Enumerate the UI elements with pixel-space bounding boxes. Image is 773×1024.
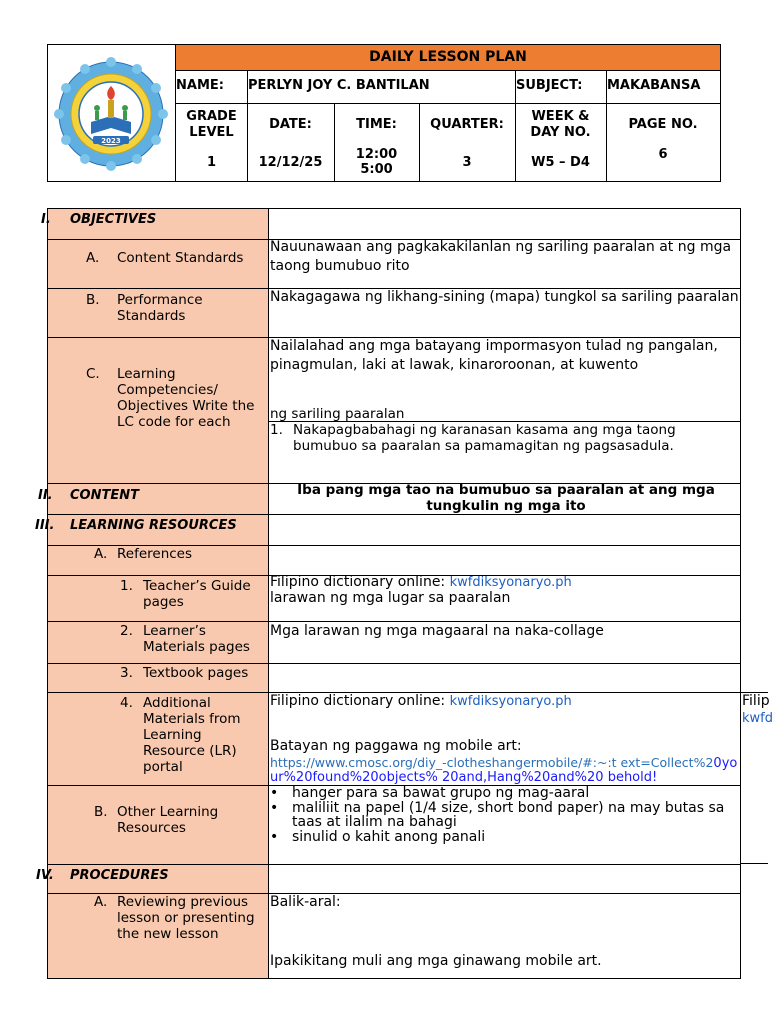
list-item: • hanger para sa bawat grupo ng mag-aaral	[270, 786, 740, 801]
procedures-number: IV.	[36, 868, 54, 883]
week-day-label	[515, 109, 606, 141]
textbook-number: 3.	[120, 665, 133, 681]
grade-value: 1	[206, 155, 217, 170]
list-item: • sinulid o kahit anong panali	[270, 830, 740, 845]
row-border	[47, 208, 741, 209]
url-part-2[interactable]: ur%20found%20objects% 20and,Hang%20and%20 behold!	[270, 770, 658, 785]
tg-text: Filipino dictionary online:	[270, 574, 450, 590]
overflow-link[interactable]: kwfd	[742, 711, 773, 726]
time-label: TIME:	[356, 117, 397, 132]
week-day-value: W5 – D4	[531, 155, 590, 170]
references-letter: A.	[94, 546, 108, 562]
review-label: Reviewing previous lesson or presenting the new lesson	[117, 894, 255, 942]
page-no-label: PAGE NO.	[628, 117, 698, 132]
grade-label-line: GRADE	[186, 109, 237, 124]
school-logo-cell	[48, 45, 176, 181]
review-text-1: Balik-aral:	[270, 894, 341, 910]
content-standards-value: Nauunawaan ang pagkakakilanlan ng sariling paaralan at ng mga taong bumubuo rito	[270, 239, 732, 274]
review-letter: A.	[94, 894, 108, 910]
row-border	[47, 864, 741, 865]
school-logo	[48, 45, 174, 181]
performance-standards-label: Performance Standards	[117, 292, 203, 324]
textbook-label: Textbook pages	[143, 665, 249, 681]
additional-value	[270, 692, 572, 711]
competency-item-number: 1.	[270, 422, 283, 438]
level-label-line: LEVEL	[189, 125, 234, 140]
row-border	[47, 978, 741, 979]
procedures-title: PROCEDURES	[70, 868, 169, 883]
content-title: CONTENT	[70, 488, 139, 503]
other-resources-letter: B.	[94, 804, 108, 820]
week-label-line: WEEK &	[531, 109, 590, 124]
additional-text-2: Batayan ng paggawa ng mobile art:	[270, 738, 522, 754]
additional-dictionary-link[interactable]: kwfdiksyonaryo.ph	[449, 694, 572, 709]
lesson-plan-header	[47, 44, 721, 182]
additional-number: 4.	[120, 695, 133, 711]
date-value: 12/12/25	[258, 155, 323, 170]
list-item: • maliliit na papel (1/4 size, short bond paper) na may butas sa taas at ilalim na bahagi	[270, 801, 740, 830]
time-start: 12:00	[355, 147, 398, 162]
performance-standards-letter: B.	[86, 292, 100, 308]
performance-standards-value: Nakagagawa ng likhang-sining (mapa) tungkol sa sariling paaralan	[270, 289, 739, 305]
competency-item: Nakapagbabahagi ng karanasan kasama ang mga taong bumubuo sa paaralan sa pamamagitan ng pagsasadula.	[293, 422, 676, 454]
objectives-title: OBJECTIVES	[70, 212, 157, 227]
logo-year: 2023	[101, 137, 121, 145]
tg-text-2: larawan ng mga lugar sa paaralan	[270, 590, 511, 606]
additional-label: Additional Materials from Learning Resource (LR) portal	[143, 695, 241, 775]
row-border	[47, 663, 741, 664]
lm-value: Mga larawan ng mga magaaral na naka-collage	[270, 623, 604, 639]
url-part-1[interactable]: https://www.cmosc.org/diy_-clotheshangermobile/#:~:t ext=Collect%2	[270, 755, 714, 770]
row-border	[47, 514, 741, 515]
content-number: II.	[38, 488, 53, 503]
additional-text: Filipino dictionary online:	[270, 693, 450, 709]
grade-level-label	[176, 109, 247, 141]
document-title: DAILY LESSON PLAN	[176, 45, 720, 71]
tg-number: 1.	[120, 578, 133, 594]
lm-label: Learner’s Materials pages	[143, 623, 250, 655]
content-standards-label: Content Standards	[117, 250, 244, 266]
objectives-number: I.	[41, 212, 51, 227]
competencies-letter: C.	[86, 366, 100, 382]
other-resources-list	[270, 786, 740, 844]
day-label-line: DAY NO.	[530, 125, 591, 140]
competencies-value: Nailalahad ang mga batayang impormasyon tulad ng pangalan, pinagmulan, laki at lawak, kinaroroonan, at kuwento	[270, 338, 718, 373]
header-divider	[176, 103, 720, 104]
resources-title: LEARNING RESOURCES	[70, 518, 237, 533]
page-no-value: 6	[658, 147, 668, 162]
subject-value: MAKABANSA	[607, 78, 701, 93]
tg-dictionary-link[interactable]: kwfdiksyonaryo.ph	[449, 575, 572, 590]
quarter-label: QUARTER:	[430, 117, 504, 132]
teacher-name: PERLYN JOY C. BANTILAN	[248, 78, 430, 93]
review-text-2: Ipakikitang muli ang mga ginawang mobile art.	[270, 953, 602, 969]
content-standards-letter: A.	[86, 250, 100, 266]
other-resources-label: Other Learning Resources	[117, 804, 219, 836]
quarter-value: 3	[462, 155, 472, 170]
url-part-1b[interactable]: 0yo	[713, 756, 738, 771]
date-label: DATE:	[269, 117, 312, 132]
time-end: 5:00	[360, 162, 393, 177]
overflow-text: Filip	[742, 693, 770, 709]
content-value: Iba pang mga tao na bumubuo sa paaralan at ang mga tungkulin ng mga ito	[297, 482, 715, 514]
resources-number: III.	[35, 518, 55, 533]
time-value	[334, 147, 419, 177]
tg-label: Teacher’s Guide pages	[143, 578, 251, 610]
subject-label: SUBJECT:	[516, 78, 583, 93]
lm-number: 2.	[120, 623, 133, 639]
competencies-label: Learning Competencies/ Objectives Write the LC code for each	[117, 366, 255, 430]
name-label: NAME:	[176, 78, 224, 93]
competencies-value-cont: ng sariling paaralan	[270, 406, 405, 422]
references-label: References	[117, 546, 193, 562]
